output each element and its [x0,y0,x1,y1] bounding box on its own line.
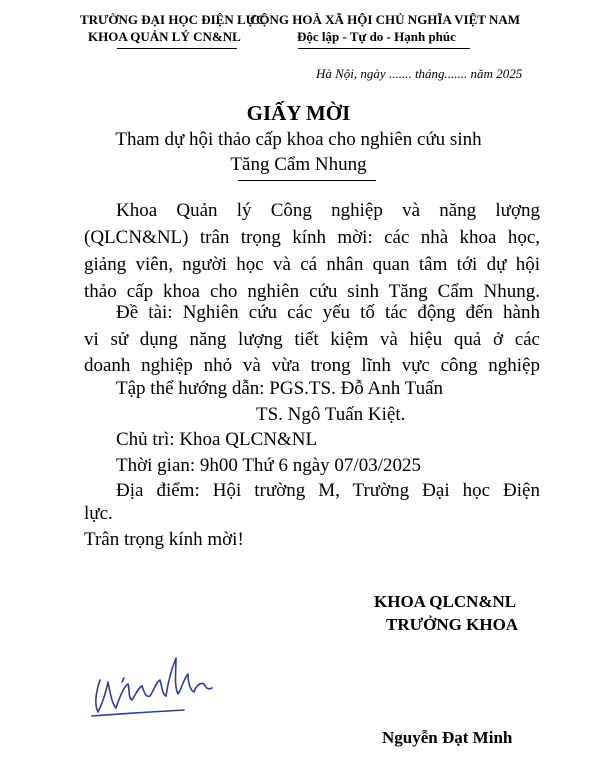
document-subtitle-line1: Tham dự hội thảo cấp khoa cho nghiên cứu sinh [115,129,482,150]
title-underline [238,180,376,181]
time-line: Thời gian: 9h00 Thứ 6 ngày 07/03/2025 [116,455,421,476]
location-line-2: lực. [84,503,113,524]
signer-name: Nguyễn Đạt Minh [382,728,513,747]
faculty-name: KHOA QUẢN LÝ CN&NL [88,29,241,44]
date-line: Hà Nội, ngày ....... tháng....... năm 2025 [316,66,523,81]
motto-underline [298,48,470,49]
signature-unit: KHOA QLCN&NL [374,592,517,611]
intro-line-1: Khoa Quản lý Công nghiệp và năng lượng [116,200,540,221]
school-name: TRƯỜNG ĐẠI HỌC ĐIỆN LỰC [80,12,266,27]
document-title: GIẤY MỜI [246,101,351,125]
advisors-line-2: TS. Ngô Tuấn Kiệt. [256,404,406,425]
national-motto: Độc lập - Tự do - Hạnh phúc [297,29,456,44]
intro-line-4: thảo cấp khoa cho nghiên cứu sinh Tăng Cẩm Nhung. [84,281,540,302]
chair-line: Chủ trì: Khoa QLCN&NL [116,429,318,450]
closing-line: Trân trọng kính mời! [84,529,244,550]
topic-line-2: vi sử dụng năng lượng tiết kiệm và hiệu quả ở các [84,329,540,350]
handwritten-signature [88,652,228,722]
intro-line-3: giảng viên, người học và cá nhân quan tâm tới dự hội [84,254,540,275]
intro-line-2: (QLCN&NL) trân trọng kính mời: các nhà khoa học, [84,227,540,248]
topic-line-3: doanh nghiệp nhỏ và vừa trong lĩnh vực công nghiệp [84,355,540,376]
faculty-underline [117,48,237,49]
national-title: CỘNG HOÀ XÃ HỘI CHỦ NGHĨA VIỆT NAM [250,12,521,27]
advisors-line-1: Tập thể hướng dẫn: PGS.TS. Đỗ Anh Tuấn [116,378,444,399]
signature-position: TRƯỞNG KHOA [386,615,519,634]
document-subtitle-line2: Tăng Cẩm Nhung [230,154,367,175]
location-line-1: Địa điểm: Hội trường M, Trường Đại học Điện [116,480,540,501]
topic-line-1: Đề tài: Nghiên cứu các yếu tố tác động đến hành [116,302,540,323]
